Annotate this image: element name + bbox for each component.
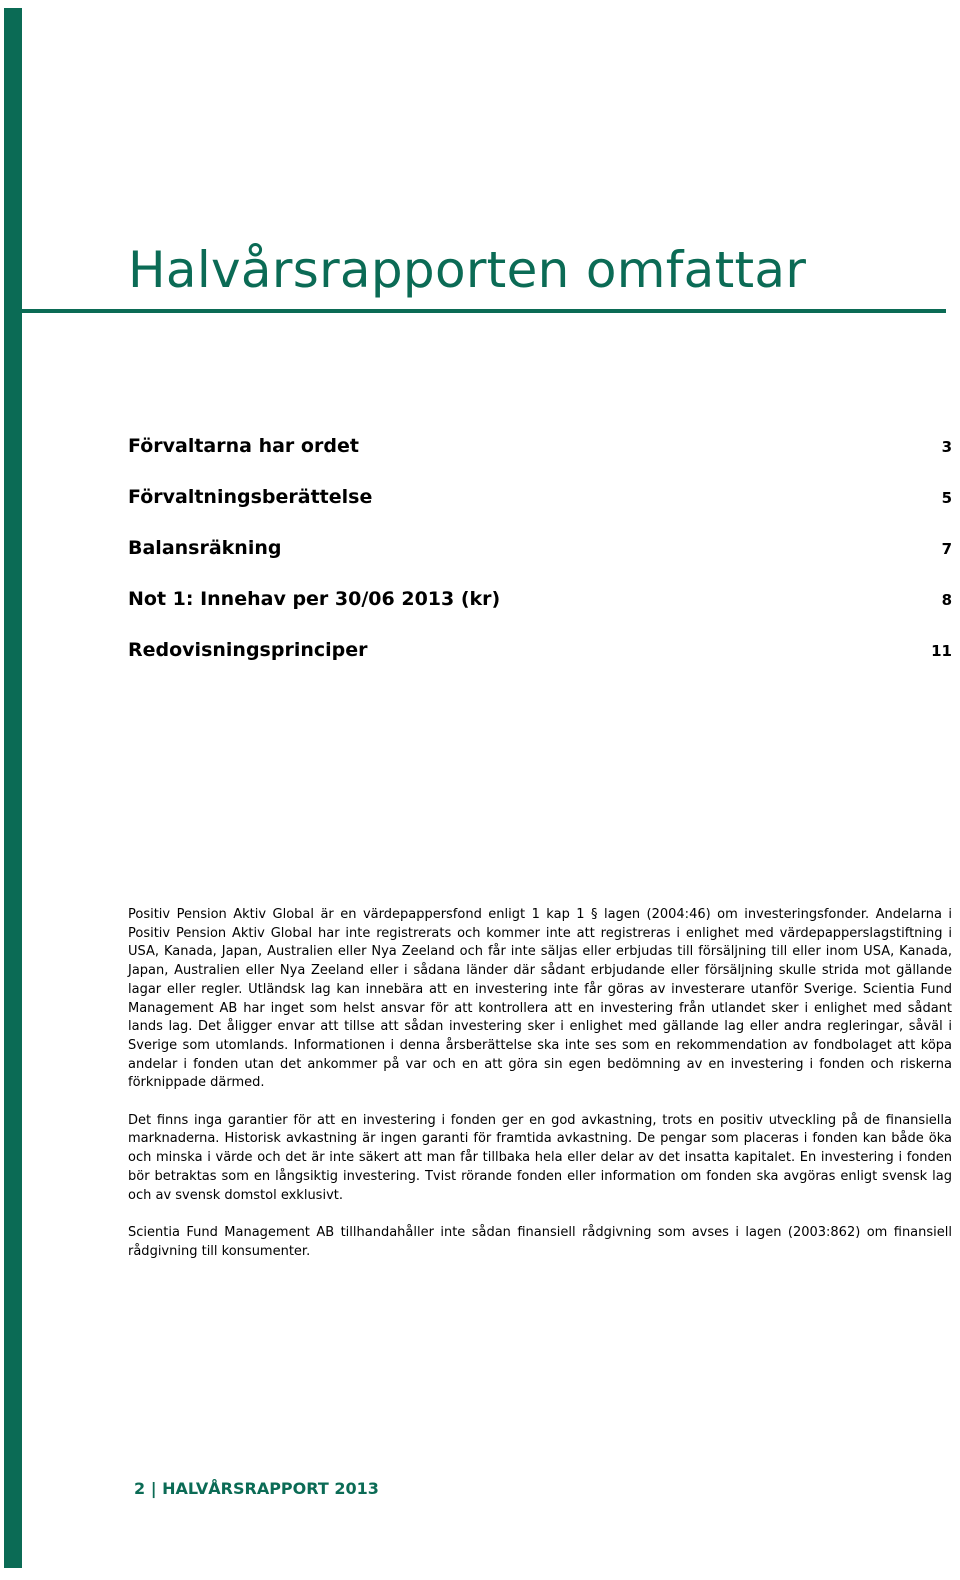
toc-entry-label: Förvaltningsberättelse	[128, 486, 373, 508]
toc-entry[interactable]	[128, 535, 952, 586]
toc-entry[interactable]	[128, 586, 952, 637]
toc-entry[interactable]	[128, 484, 952, 535]
toc-entry[interactable]	[128, 433, 952, 484]
table-of-contents	[128, 433, 952, 688]
toc-entry[interactable]	[128, 637, 952, 688]
toc-entry-page: 8	[941, 591, 952, 609]
side-accent-bar	[4, 8, 22, 1568]
paragraph-risk-notice: Det finns inga garantier för att en investering i fonden ger en god avkastning, trots en positiv utveckling på de finansiella marknaderna. Historisk avkastning är ingen garanti för framtida avkastning. De pengar som placeras i fonden kan både öka och minska i värde och det är inte säkert att man får tillbaka hela eller delar av det insatta kapitalet. En investering i fonden bör betraktas som en långsiktig investering. Tvist rörande fonden eller information om fonden ska avgöras enligt svensk lag och av svensk domstol exklusivt.	[128, 1112, 952, 1203]
toc-entry-label: Redovisningsprinciper	[128, 639, 368, 661]
page-title: Halvårsrapporten omfattar	[128, 241, 807, 299]
title-underline	[22, 309, 946, 313]
toc-entry-page: 11	[931, 642, 952, 660]
toc-entry-page: 5	[941, 489, 952, 507]
toc-entry-page: 7	[941, 540, 952, 558]
paragraph-legal-status: Positiv Pension Aktiv Global är en värdepappersfond enligt 1 kap 1 § lagen (2004:46) om investeringsfonder. Andelarna i Positiv Pension Aktiv Global har inte registrerats och kommer inte att registreras i enlighet med värdepapperslagstiftning i USA, Kanada, Japan, Australien eller Nya Zeeland och får inte säljas eller erbjudas till försäljning till eller inom USA, Kanada, Japan, Australien eller Nya Zeeland eller i sådana länder där sådant erbjudande eller försäljning skulle strida mot gällande lagar eller regler. Utländsk lag kan innebära att en investering inte får göras av investerare utanför Sverige. Scientia Fund Management AB har inget som helst ansvar för att kontrollera att en investering från utlandet sker i enlighet med sådant lands lag. Det åligger envar att tillse att sådan investering sker i enlighet med gällande lag eller andra regleringar, såväl i Sverige som utomlands. Informationen i denna årsberättelse ska inte ses som en rekommendation av fondbolaget att köpa andelar i fonden utan det ankommer på var och en att göra sin egen bedömning av en investering i fonden och riskerna förknippade därmed.	[128, 907, 952, 1091]
toc-entry-page: 3	[941, 438, 952, 456]
toc-entry-label: Not 1: Innehav per 30/06 2013 (kr)	[128, 588, 501, 610]
toc-entry-label: Förvaltarna har ordet	[128, 435, 359, 457]
disclaimer-text	[128, 906, 952, 1280]
toc-entry-label: Balansräkning	[128, 537, 282, 559]
page-footer: 2 | HALVÅRSRAPPORT 2013	[134, 1479, 379, 1498]
paragraph-advice-notice: Scientia Fund Management AB tillhandahåller inte sådan finansiell rådgivning som avses i lagen (2003:862) om finansiell rådgivning till konsumenter.	[128, 1224, 952, 1259]
